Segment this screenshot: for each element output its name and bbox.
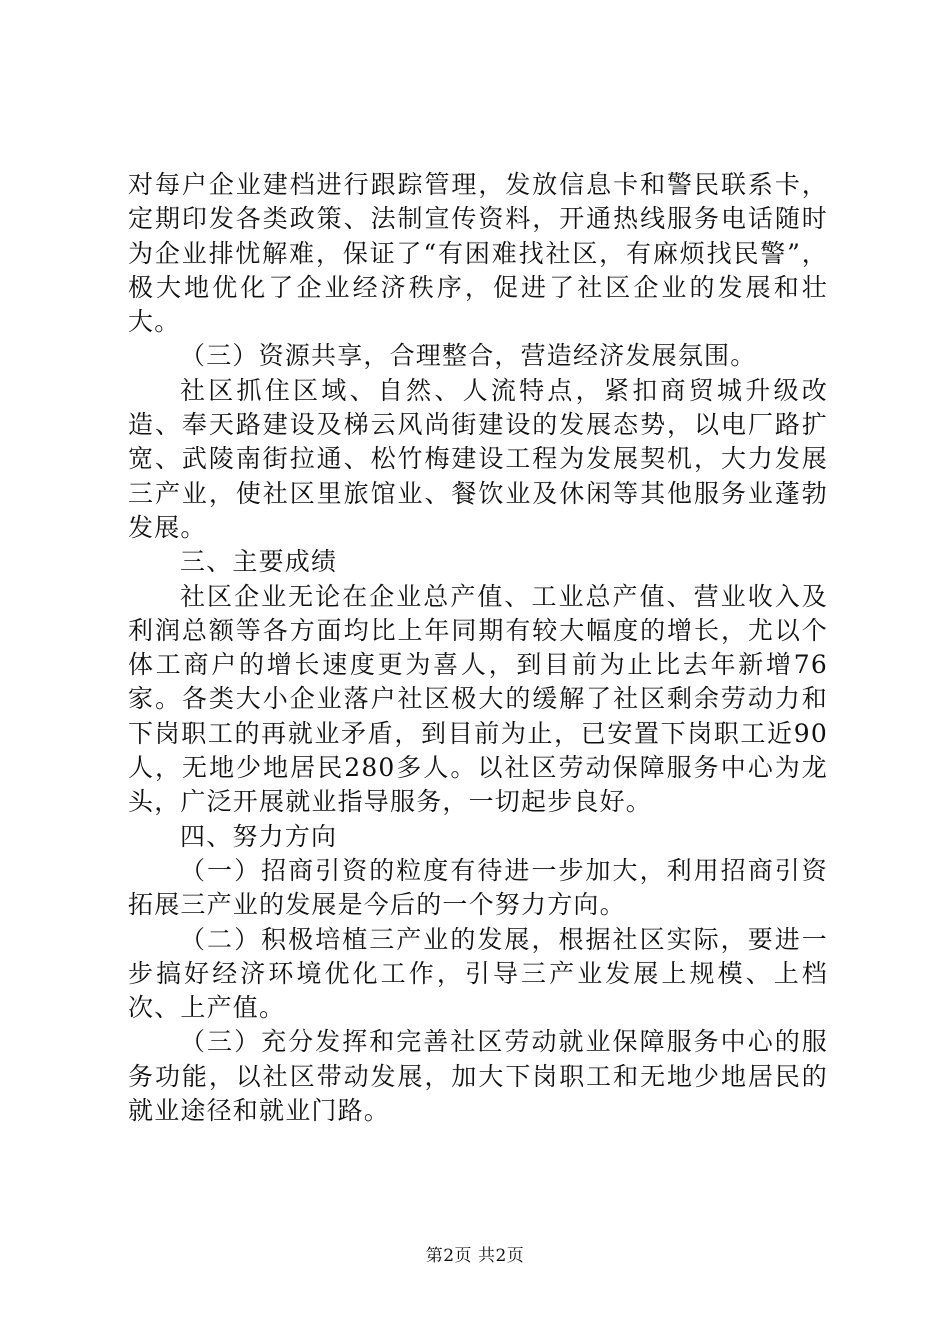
paragraph-direction-2: （二）积极培植三产业的发展，根据社区实际，要进一步搞好经济环境优化工作，引导三产业发展上规模、上档次、上产值。 xyxy=(128,924,828,1023)
paragraph-development: 社区抓住区域、自然、人流特点，紧扣商贸城升级改造、奉天路建设及梯云风尚街建设的发展态势，以电厂路扩宽、武陵南街拉通、松竹梅建设工程为发展契机，大力发展三产业，使社区里旅馆业、餐饮业及休闲等其他服务业蓬勃发展。 xyxy=(128,375,828,542)
heading-future-direction: 四、努力方向 xyxy=(180,821,338,851)
paragraph-direction-3: （三）充分发挥和完善社区劳动就业保障服务中心的服务功能，以社区带动发展，加大下岗职工和无地少地居民的就业途径和就业门路。 xyxy=(128,1027,828,1126)
subheading-resource-sharing: （三）资源共享，合理整合，营造经济发展氛围。 xyxy=(180,341,757,371)
heading-main-achievements: 三、主要成绩 xyxy=(180,547,338,577)
paragraph-continuation: 对每户企业建档进行跟踪管理，发放信息卡和警民联系卡，定期印发各类政策、法制宣传资料，开通热线服务电话随时为企业排忧解难，保证了“有困难找社区，有麻烦找民警”，极大地优化了企业经济秩序，促进了社区企业的发展和壮大。 xyxy=(128,170,828,337)
paragraph-direction-1: （一）招商引资的粒度有待进一步加大，利用招商引资拓展三产业的发展是今后的一个努力方向。 xyxy=(128,855,828,920)
paragraph-achievements: 社区企业无论在企业总产值、工业总产值、营业收入及利润总额等各方面均比上年同期有较大幅度的增长，尤以个体工商户的增长速度更为喜人，到目前为止比去年新增76家。各类大小企业落户社区极大的缓解了社区剩余劳动力和下岗职工的再就业矛盾，到目前为止，已安置下岗职工近90人，无地少地居民280多人。以社区劳动保障服务中心为龙头，广泛开展就业指导服务，一切起步良好。 xyxy=(128,581,828,817)
page-footer: 第2页 共2页 xyxy=(425,1246,525,1266)
document-body xyxy=(128,168,828,1128)
